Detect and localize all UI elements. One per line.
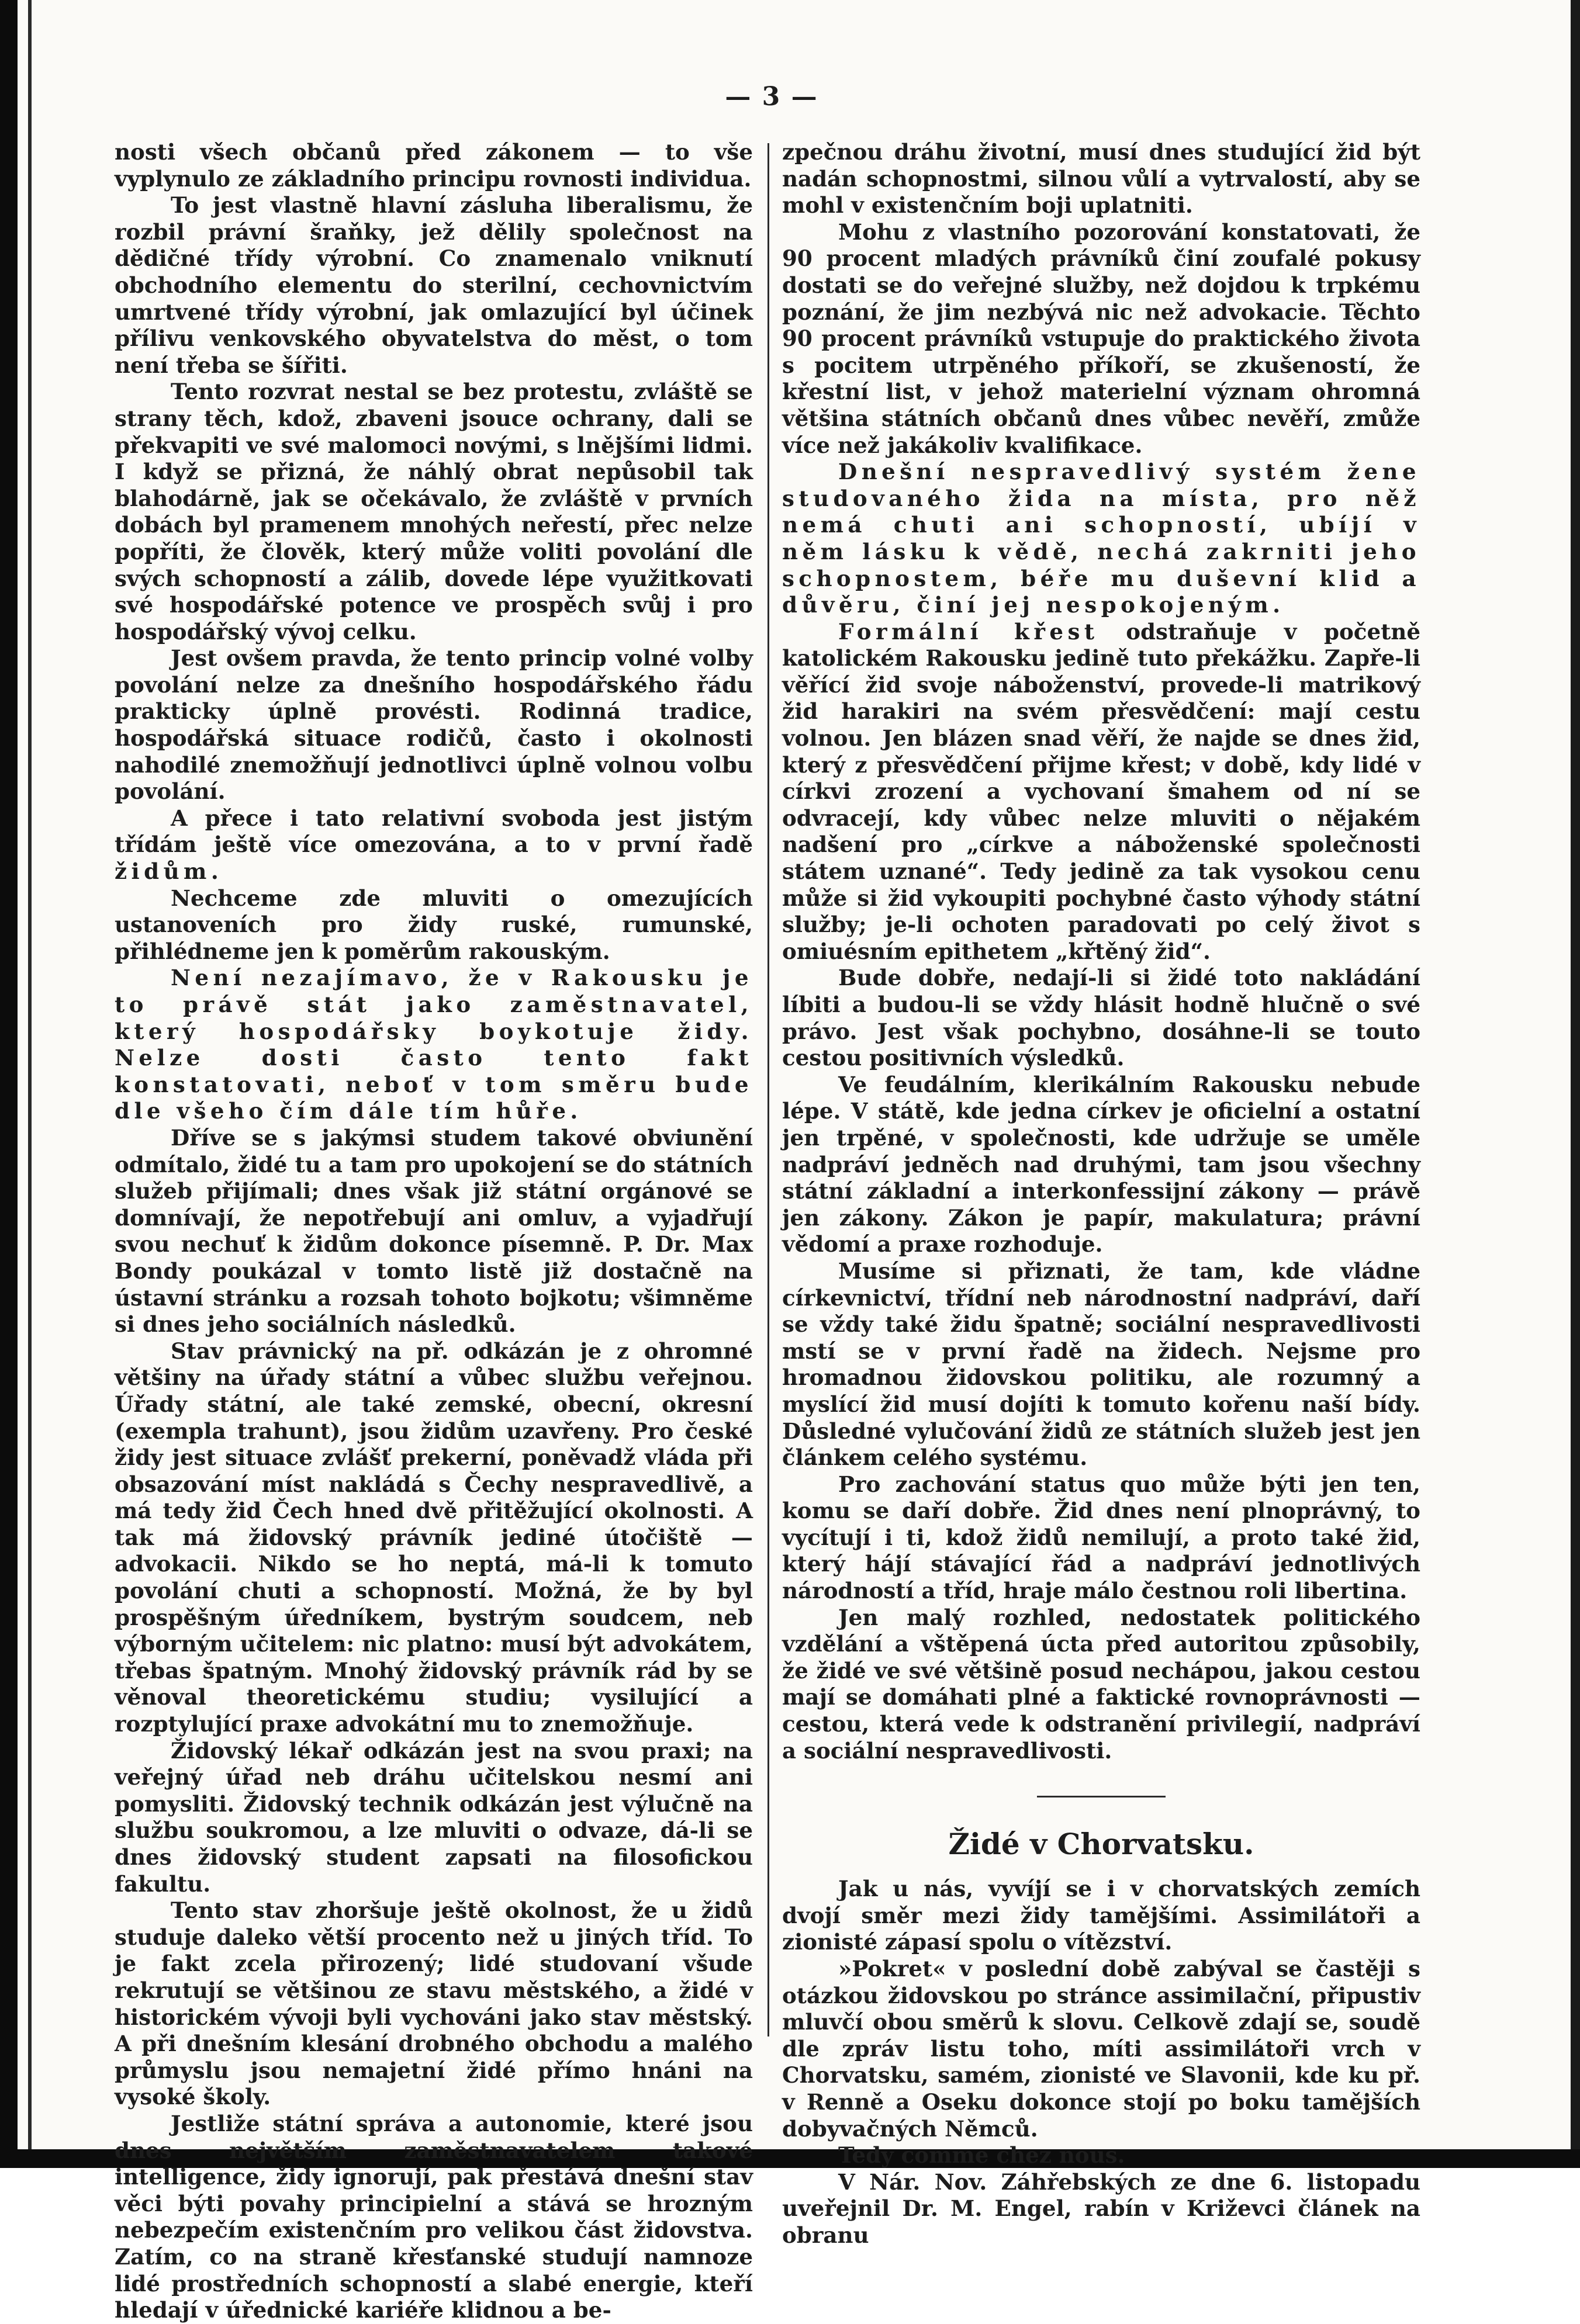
emphasis-spaced: Formální křest	[838, 618, 1099, 645]
paragraph-spaced: Dnešní nespravedlivý systém žene studovaného žida na místa, pro něž nemá chuti ani schopností, ubíjí v něm lásku k vědě, nechá zakrniti jeho schopnostem, béře mu duševní klid a důvěru, činí jej nespokojeným.	[782, 459, 1420, 618]
section-title: Židé v Chorvatsku.	[948, 1827, 1254, 1862]
paragraph: zpečnou dráhu životní, musí dnes studující žid být nadán schopnostmi, silnou vůlí a vytrvalostí, aby se mohl v existenčním boji uplatniti.	[782, 139, 1420, 219]
paragraph: To jest vlastně hlavní zásluha liberalismu, že rozbil právní šraňky, jež dělily společnost na dědičné třídy výrobní. Co znamenalo vniknutí obchodního elementu do sterilní, cechovnictvím umrtvené třídy výrobní, jak omlazující byl účinek přílivu venkovského obyvatelstva do měst, o tom není třeba se šířiti.	[115, 192, 753, 378]
paragraph: V Nár. Nov. Záhřebských ze dne 6. listopadu uveřejnil Dr. M. Engel, rabín v Križevci článek na obranu	[782, 2169, 1420, 2248]
paragraph: »Pokret« v poslední době zabýval se častěji s otázkou židovskou po stránce assimilační, připustiv mluvčí obou směrů k slovu. Celkově zdají se, soudě dle zpráv listu toho, míti assimilátoři vrch v Chorvatsku, samém, zionisté ve Slavonii, kde ku př. v Renně a Oseku dokonce stojí po boku tamějších dobyvačných Němců.	[782, 1956, 1420, 2142]
paragraph: Musíme si přiznati, že tam, kde vládne církevnictví, třídní neb národnostní nadpráví, daří se vždy také židu špatně; sociální nespravedlivosti mstí se v první řadě na židech. Nejsme pro hromadnou židovskou politiku, ale rozumný a myslící žid musí dojíti k tomuto kořenu naší bídy. Důsledné vylučování židů ze státních služeb jest jen článkem celého systému.	[782, 1258, 1420, 1471]
paragraph	[782, 619, 1420, 965]
paragraph-spaced: Není nezajímavo, že v Rakousku je to právě stát jako zaměstnavatel, který hospodářsky boykotuje židy. Nelze dosti často tento fakt konstatovati, neboť v tom směru bude dle všeho čím dále tím hůře.	[115, 965, 753, 1124]
section-separator	[1037, 1796, 1166, 1797]
paragraph: Stav právnický na př. odkázán je z ohromné většiny na úřady státní a vůbec službu veřejnou. Úřady státní, ale také zemské, obecní, okresní (exempla trahunt), jsou židům uzavřeny. Pro české židy jest situace zvlášť prekerní, poněvadž vláda při obsazování míst nakládá s Čechy nespravedlivě, a má tedy žid Čech hned dvě přitěžující okolnosti. A tak má židovský právník jediné útočiště — advokacii. Nikdo se ho neptá, má-li k tomuto povolání chuti a schopností. Možná, že by byl prospěšným úředníkem, bystrým soudcem, neb výborným učitelem: nic platno: musí být advokátem, třebas špatným. Mnohý židovský právník rád by se věnoval theoretickému studiu; vysilující a rozptylující praxe advokátní mu to znemožňuje.	[115, 1338, 753, 1737]
left-column	[115, 139, 753, 2324]
paragraph-text: A přece i tato relativní svoboda jest jistým třídám ještě více omezována, a to v první řadě	[115, 805, 753, 858]
paragraph: Židovský lékař odkázán jest na svou praxi; na veřejný úřad neb dráhu učitelskou nesmí ani pomysliti. Židovský technik odkázán jest výlučně na službu soukromou, a lze mluviti o odvaze, dá-li se dnes židovský student zapsati na filosofickou fakultu.	[115, 1737, 753, 1897]
paragraph: Tento stav zhoršuje ještě okolnost, že u židů studuje daleko větší procento než u jiných tříd. To je fakt zcela přirozený; lidé studovaní všude rekrutují se většinou ze stavu městského, a židé v historickém vývoji byli vychováni jako stav městský. A při dnešním klesání drobného obchodu a malého průmyslu jsou nemajetní židé přímo hnáni na vysoké školy.	[115, 1897, 753, 2110]
paragraph: Jak u nás, vyvíjí se i v chorvatských zemích dvojí směr mezi židy tamějšími. Assimilátoři a zionisté zápasí spolu o vítězství.	[782, 1876, 1420, 1955]
paragraph: Jest ovšem pravda, že tento princip volné volby povolání nelze za dnešního hospodářského řádu prakticky úplně provésti. Rodinná tradice, hospodářská situace rodičů, často i okolnosti nahodilé znemožňují jednotlivci úplně volnou volbu povolání.	[115, 645, 753, 805]
paragraph: Tento rozvrat nestal se bez protestu, zvláště se strany těch, kdož, zbaveni jsouce ochrany, dali se překvapiti ve své malomoci novými, s lnějšími lidmi. I když se přizná, že náhlý obrat nepůsobil tak blahodárně, jak se očekávalo, že zvláště v prvních dobách byl pramenem mnohých neřestí, přec nelze popříti, že člověk, který může voliti povolání dle svých schopností a zálib, dovede lépe využitkovati své hospodářské potence ve prospěch svůj i pro hospodářský vývoj celku.	[115, 379, 753, 645]
paragraph: Pro zachování status quo může býti jen ten, komu se daří dobře. Žid dnes není plnoprávný, to vycítují i ti, kdož židů nemilují, a proto také žid, který hájí stávající řád a nadpráví jednotlivých národností a tříd, hraje málo čestnou roli libertina.	[782, 1471, 1420, 1604]
right-column	[782, 139, 1420, 2249]
scan-edge-left	[0, 0, 18, 2168]
page-number: — 3 —	[725, 82, 818, 112]
column-divider	[767, 143, 769, 2036]
paragraph: Dříve se s jakýmsi studem takové obviunění odmítalo, židé tu a tam pro upokojení se do státních služeb přijímali; dnes však již státní orgánové se domnívají, že nepotřebují ani omluv, a vyjadřují svou nechuť k židům dokonce písemně. P. Dr. Max Bondy poukázal v tomto listě již dostačně na ústavní stránku a rozsah tohoto bojkotu; všimněme si dnes jeho sociálních následků.	[115, 1124, 753, 1338]
emphasis-spaced: židům.	[115, 858, 223, 885]
paragraph-text: odstraňuje v početně katolickém Rakousku jedině tuto překážku. Zapře-li věřící žid svoje náboženství, provede-li matrikový žid harakiri na svém přesvědčení: mají cestu volnou. Jen blázen snad věří, že najde se dnes žid, který z přesvědčení přijme křest; v době, kdy lidé v církvi zrození a vychovaní šmahem od ní se odvracejí, kdy vůbec nelze mluviti o nějakém nadšení pro „církve a náboženské společnosti státem uznané“. Tedy jedině za tak vysokou cenu může si žid vykoupiti pochybné často výhody státní služby; je-li ochoten paradovati po celý život s omiuésním epithetem „křtěný žid“.	[782, 618, 1420, 964]
paragraph: nosti všech občanů před zákonem — to vše vyplynulo ze základního principu rovnosti individua.	[115, 139, 753, 192]
paragraph: Bude dobře, nedají-li si židé toto nakládání líbiti a budou-li se vždy hlásit hodně hlučně o své právo. Jest však pochybno, dosáhne-li se touto cestou positivních výsledků.	[782, 965, 1420, 1071]
paragraph	[115, 805, 753, 885]
paragraph: Ve feudálním, klerikálním Rakousku nebude lépe. V státě, kde jedna církev je oficielní a ostatní jen trpěné, v společnosti, kde udržuje se uměle nadpráví jedněch nad druhými, tam jsou všechny státní základní a interkonfessijní zákony — právě jen zákony. Zákon je papír, makulatura; právní vědomí a praxe rozhoduje.	[782, 1071, 1420, 1258]
paragraph: Jestliže státní správa a autonomie, které jsou dnes největším zaměstnavatelem takové intelligence, židy ignorují, pak přestává dnešní stav věci býti povahy principielní a stává se hrozným nebezpečím existenčním pro velikou část židovstva. Zatím, co na straně křesťanské studují namnoze lidé prostředních schopností a slabé energie, kteří hledají v úřednické kariéře klidnou a be-	[115, 2110, 753, 2323]
paragraph: Nechceme zde mluviti o omezujících ustanoveních pro židy ruské, rumunské, přihlédneme jen k poměrům rakouským.	[115, 885, 753, 964]
scan-edge-right	[1571, 0, 1580, 2168]
paragraph: Jen malý rozhled, nedostatek politického vzdělání a vštěpená úcta před autoritou způsobily, že židé ve své většině posud nechápou, jakou cestou mají se domáhati plné a faktické rovnoprávnosti — cestou, která vede k odstranění privilegií, nadpráví a sociální nespravedlivosti.	[782, 1604, 1420, 1764]
paragraph: Tedy comme chez nous.	[838, 2142, 1125, 2169]
scan-edge-line	[28, 0, 32, 2168]
paragraph: Mohu z vlastního pozorování konstatovati, že 90 procent mladých právníků činí zoufalé pokusy dostati se do veřejné služby, než dojdou k trpkému poznání, že jim nezbývá nic než advokacie. Těchto 90 procent právníků vstupuje do praktického života s pocitem utrpěného příkoří, se zkušeností, že křestní list, v jehož materielní význam ohromná většina státních občanů dnes vůbec nevěří, zmůže více než jakákoliv kvalifikace.	[782, 219, 1420, 458]
